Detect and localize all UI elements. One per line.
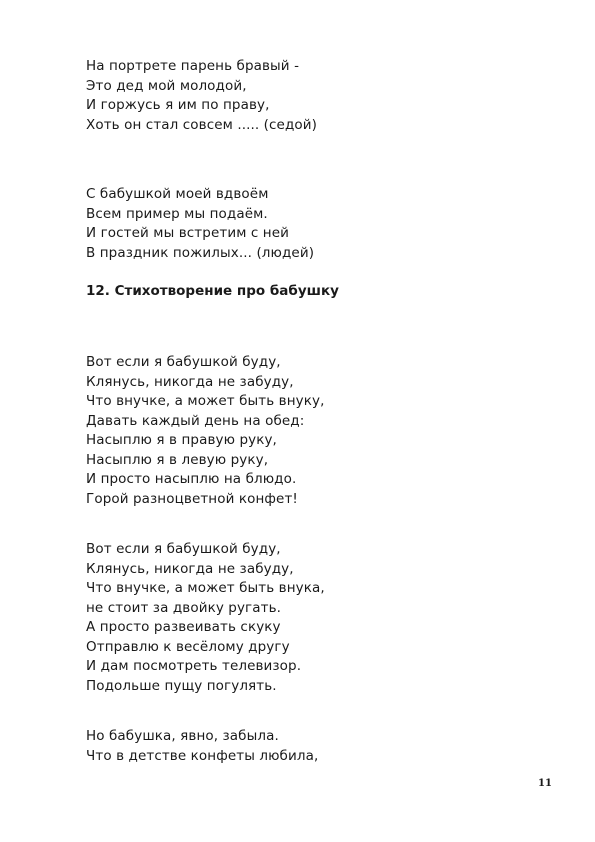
stanza-poem-1 — [86, 353, 325, 509]
stanza-grandfather — [86, 57, 317, 135]
poem-line: Насыплю я в правую руку, — [86, 432, 277, 448]
poem-line: Но бабушка, явно, забыла. — [86, 728, 279, 744]
poem-line: Клянусь, никогда не забуду, — [86, 373, 294, 390]
poem-line: И дам посмотреть телевизор. — [86, 658, 302, 674]
poem-line: В праздник пожилых... (людей) — [86, 244, 315, 261]
poem-line: Вот если я бабушкой буду, — [86, 541, 281, 557]
poem-line: И горжусь я им по праву, — [86, 97, 270, 113]
stanza-grandmother-riddle — [86, 185, 314, 263]
poem-line: Вот если я бабушкой буду, — [86, 354, 281, 370]
poem-line: С бабушкой моей вдвоём — [86, 186, 269, 202]
poem-line: Давать каждый день на обед: — [86, 412, 305, 429]
poem-line: А просто развеивать скуку — [86, 619, 281, 635]
poem-line: Клянусь, никогда не забуду, — [86, 560, 294, 577]
poem-line: не стоит за двойку ругать. — [86, 599, 282, 616]
poem-line: Горой разноцветной конфет! — [86, 490, 298, 507]
stanza-poem-2 — [86, 540, 325, 696]
poem-line: Что внучке, а может быть внуку, — [86, 393, 325, 409]
poem-line: Хоть он стал совсем ..... (седой) — [86, 116, 317, 133]
poem-line: Подольше пущу погулять. — [86, 677, 277, 694]
page-number: 11 — [538, 778, 552, 789]
poem-line: Отправлю к весёлому другу — [86, 638, 290, 655]
poem-line: Что внучке, а может быть внука, — [86, 580, 325, 596]
poem-line: Это дед мой молодой, — [86, 77, 247, 94]
section-heading: 12. Стихотворение про бабушку — [86, 283, 339, 299]
poem-line: Всем пример мы подаём. — [86, 205, 268, 222]
poem-line: И гостей мы встретим с ней — [86, 225, 289, 241]
poem-line: Насыплю я в левую руку, — [86, 451, 269, 468]
poem-line: На портрете парень бравый - — [86, 58, 300, 74]
poem-line: Что в детстве конфеты любила, — [86, 747, 319, 764]
stanza-poem-3 — [86, 727, 318, 766]
poem-line: И просто насыплю на блюдо. — [86, 471, 297, 487]
